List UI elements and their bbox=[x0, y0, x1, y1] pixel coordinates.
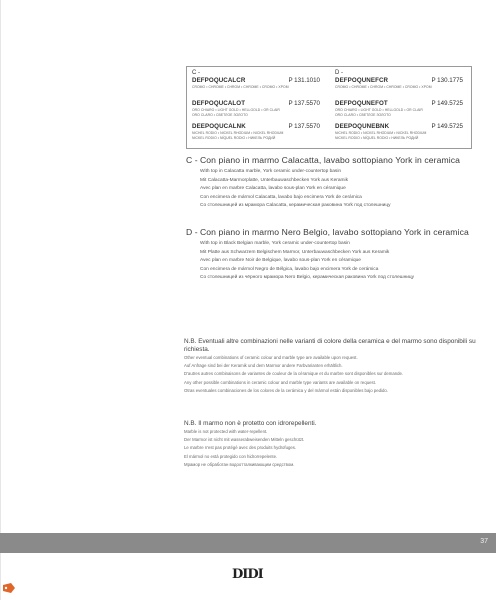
finish-description: ORO CHIARO • LIGHT GOLD • HELLGOLD • OR CLAIR bbox=[192, 108, 280, 112]
note-line: Marble is not protected with water-repellent. bbox=[184, 429, 268, 434]
product-price: P 131.1010 bbox=[288, 77, 320, 84]
column-header: C - bbox=[192, 70, 200, 76]
finish-description: NICHEL RODIO • NICKEL RHODIUM • NICKEL RHODIUM bbox=[192, 131, 284, 135]
note-line: Otras eventuales combinaciones de los colores de la cerámica y del mármol están disponibles bajo pedido. bbox=[184, 387, 388, 393]
translation-line: Con encimera de mármol Negro de Bélgica, lavabo bajo encimera York de cerámica bbox=[200, 266, 379, 272]
translation-line: With top in Black Belgian marble, York ceramic under-countertop basin bbox=[200, 241, 350, 246]
product-code: DEFPOQUCALOT bbox=[192, 100, 246, 107]
note-marble bbox=[184, 420, 486, 469]
note-line: Other eventual combinations of ceramic colour and marble type are available upon request. bbox=[184, 355, 358, 360]
note-line: Le marbre n'est pas protégé avec des produits hydrofuges. bbox=[184, 445, 297, 451]
section-title bbox=[186, 227, 486, 237]
product-price: P 137.5570 bbox=[288, 100, 320, 107]
translation-list bbox=[200, 168, 486, 211]
section-heading: Con piano in marmo Calacatta, lavabo sottopiano York in ceramica bbox=[200, 155, 461, 165]
product-code: DEFPOQUNEFCR bbox=[335, 77, 389, 84]
product-code: DEEPOQUNEBNK bbox=[335, 123, 390, 130]
price-item bbox=[192, 100, 320, 123]
product-price: P 149.5725 bbox=[431, 123, 463, 130]
product-code: DEFPOQUCALCR bbox=[192, 77, 246, 84]
price-tag-icon[interactable] bbox=[2, 583, 16, 593]
translation-line: Avec plan en marbre Noir de Belgique, lavabo sous-plan York en céramique bbox=[200, 258, 361, 264]
note-line: Мрамор не обработан водоотталкивающим средством. bbox=[184, 461, 295, 467]
product-price: P 130.1775 bbox=[431, 77, 463, 84]
finish-description-2: ORO CLARO • СВЕТЛОЕ ЗОЛОТО bbox=[335, 113, 391, 117]
price-table bbox=[186, 66, 472, 149]
note-title: N.B. Il marmo non è protetto con idrorepellenti. bbox=[184, 420, 317, 427]
product-code: DEEPOQUCALNK bbox=[192, 123, 246, 130]
product-price: P 137.5570 bbox=[288, 123, 320, 130]
translation-line: Mit Platte aus Schwarzem Belgischem Marmor, Unterbauwaschbecken York aus Keramik bbox=[200, 249, 390, 255]
product-price: P 149.5725 bbox=[431, 100, 463, 107]
finish-description: CROMO • CHROME • CHROM • CHROME • CROMO • XPOM bbox=[335, 85, 432, 89]
translation-line: Avec plan en marbre Calacatta, lavabo sous-plan York en céramique bbox=[200, 186, 346, 192]
translation-line: With top in Calacatta marble, York ceramic under-countertop basin bbox=[200, 169, 342, 174]
note-combinations bbox=[184, 338, 486, 395]
section-d bbox=[186, 227, 486, 283]
section-letter: C - bbox=[186, 155, 198, 165]
finish-description-2: NICKEL RODIO • NÍQUEL RODIO • НИКЕЛЬ РОДИЙ bbox=[192, 136, 276, 140]
note-line: Any other possible combinations in ceramic colour and marble type variants are available on request. bbox=[184, 379, 377, 385]
price-item bbox=[192, 77, 320, 100]
note-line: D'autres autres combinaisons de variantes de couleur de la céramique et du marbre sont disponibles sur demande. bbox=[184, 371, 404, 377]
brand-logo: DIDI bbox=[232, 567, 263, 582]
price-item bbox=[192, 123, 320, 146]
translation-line: Со столешницей из мрамора Calacatta, керамическая раковина York под столешницу bbox=[200, 203, 391, 209]
translation-list bbox=[200, 240, 486, 283]
section-letter: D - bbox=[186, 227, 198, 237]
product-code: DEFPOQUNEFOT bbox=[335, 100, 388, 107]
finish-description: CROMO • CHROME • CHROM • CHROME • CROMO • XPOM bbox=[192, 85, 289, 89]
price-column-right bbox=[335, 70, 463, 146]
translation-line: Mit Calacatta-Marmorplatte, Unterbauwaschbecken York aus Keramik bbox=[200, 177, 348, 183]
column-header: D - bbox=[335, 70, 343, 76]
note-title: N.B. Eventuali altre combinazioni nelle varianti di colore della ceramica e del marmo sono disponibili su richiesta. bbox=[184, 338, 476, 353]
price-item bbox=[335, 123, 463, 146]
section-title bbox=[186, 155, 486, 165]
section-c bbox=[186, 155, 486, 211]
note-line: Auf Anfrage sind bei der Keramik und dem Marmor andere Farbvarianten erhältlich. bbox=[184, 363, 343, 369]
finish-description: NICHEL RODIO • NICKEL RHODIUM • NICKEL RHODIUM bbox=[335, 131, 427, 135]
footer-bar bbox=[0, 533, 496, 553]
finish-description-2: NICKEL RODIO • NÍQUEL RODIO • НИКЕЛЬ РОДИЙ bbox=[335, 136, 419, 140]
translation-line: Con encimera de mármol Calacatta, lavabo bajo encimera York de cerámica bbox=[200, 194, 362, 200]
price-item bbox=[335, 100, 463, 123]
page-number: 37 bbox=[480, 538, 488, 545]
note-line: El mármol no está protegido con hidrorrepelente. bbox=[184, 453, 278, 459]
finish-description-2: ORO CLARO • СВЕТЛОЕ ЗОЛОТО bbox=[192, 113, 248, 117]
price-item bbox=[335, 77, 463, 100]
note-line: Der Marmor ist nicht mit wasserabweisenden Mitteln geschützt. bbox=[184, 437, 305, 443]
finish-description: ORO CHIARO • LIGHT GOLD • HELLGOLD • OR CLAIR bbox=[335, 108, 423, 112]
section-heading: Con piano in marmo Nero Belgio, lavabo sottopiano York in ceramica bbox=[200, 227, 469, 237]
price-column-left bbox=[192, 70, 320, 146]
translation-line: Со столешницей из чёрного мрамора Nero Belgio, керамическая раковина York под столешницу bbox=[200, 275, 415, 281]
